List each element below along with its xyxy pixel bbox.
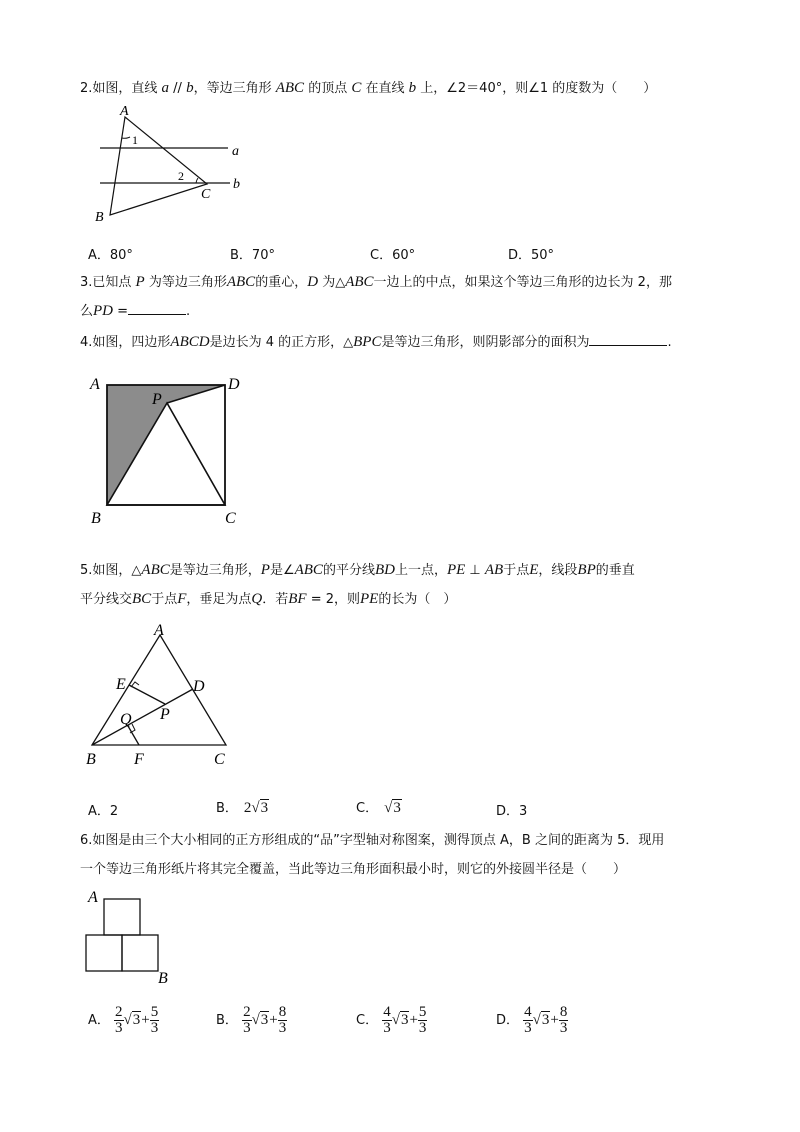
q6-option-a[interactable]: A． $\frac{2}{3}$ √3+ $\frac{5}{3}$ (88, 1004, 159, 1036)
q2-label-1: 1 (132, 133, 138, 147)
q2-option-b[interactable]: B．70° (230, 248, 275, 263)
q5-label-P: P (160, 706, 170, 723)
q6-label-B: B (158, 970, 168, 987)
q4-label-C: C (225, 510, 236, 527)
q3-stem: 3.已知点 P 为等边三角形ABC的重心，D 为△ABC一边上的中点，如果这个等边三角形的边长为 2，那 么PD = . (80, 274, 672, 319)
q5-label-Q: Q (120, 711, 132, 728)
q6-figure (80, 886, 190, 986)
q5-label-E: E (116, 676, 126, 693)
q6-stem: 6.如图是由三个大小相同的正方形组成的“品”字型轴对称图案，测得顶点 A，B 之间的距离为 5．现用 一个等边三角形纸片将其完全覆盖，当此等边三角形面积最小时，则它的外接圆半径是（ ） (80, 833, 665, 877)
q5-label-A: A (154, 622, 164, 639)
q6-option-b[interactable]: B． $\frac{2}{3}$ √3+ $\frac{8}{3}$ (216, 1004, 287, 1036)
q5-label-F: F (134, 751, 144, 768)
q2-label-C: C (201, 187, 211, 202)
q2-label-2: 2 (178, 169, 184, 183)
q5-option-d[interactable]: D．3 (496, 804, 528, 819)
q5-label-D: D (193, 678, 205, 695)
q4-label-A: A (90, 376, 100, 393)
q5-stem: 5.如图，△ABC是等边三角形，P是∠ABC的平分线BD上一点，PE ⊥ AB于点E，线段BP的垂直 平分线交BC于点F，垂足为点Q．若BF = 2，则PE的长为（ ） (80, 562, 635, 607)
q5-option-a[interactable]: A．2 (88, 804, 119, 819)
q2-option-c[interactable]: C．60° (370, 248, 416, 263)
q4-label-D: D (228, 376, 240, 393)
q4-answer-blank[interactable] (589, 331, 667, 346)
q2-stem: 2.如图，直线 a // b，等边三角形 ABC 的顶点 C 在直线 b 上，∠2＝40°，则∠1 的度数为（ ） (80, 80, 657, 96)
q4-figure (88, 372, 263, 532)
q2-figure (90, 100, 250, 225)
q2-label-B: B (95, 210, 104, 225)
q4-label-P: P (152, 391, 162, 408)
q2-label-a: a (232, 144, 239, 159)
q5-option-c[interactable]: C． √3 (356, 800, 401, 816)
q5-label-B: B (86, 751, 96, 768)
q5-option-b[interactable]: B． 2√3 (216, 800, 269, 816)
q6-option-d[interactable]: D． $\frac{4}{3}$ √3+ $\frac{8}{3}$ (496, 1004, 568, 1036)
q2-option-d[interactable]: D．50° (508, 248, 555, 263)
q6-label-A: A (88, 889, 98, 906)
q6-option-c[interactable]: C． $\frac{4}{3}$ √3+ $\frac{5}{3}$ (356, 1004, 427, 1036)
q5-label-C: C (214, 751, 225, 768)
q4-stem: 4.如图，四边形ABCD是边长为 4 的正方形，△BPC是等边三角形，则阴影部分的面积为 . (80, 328, 730, 357)
q4-label-B: B (91, 510, 101, 527)
q2-label-A: A (120, 104, 129, 119)
q2-label-b: b (233, 177, 240, 192)
q3-answer-blank[interactable] (128, 300, 186, 315)
q2-option-a[interactable]: A．80° (88, 248, 133, 263)
q5-figure (80, 618, 250, 773)
